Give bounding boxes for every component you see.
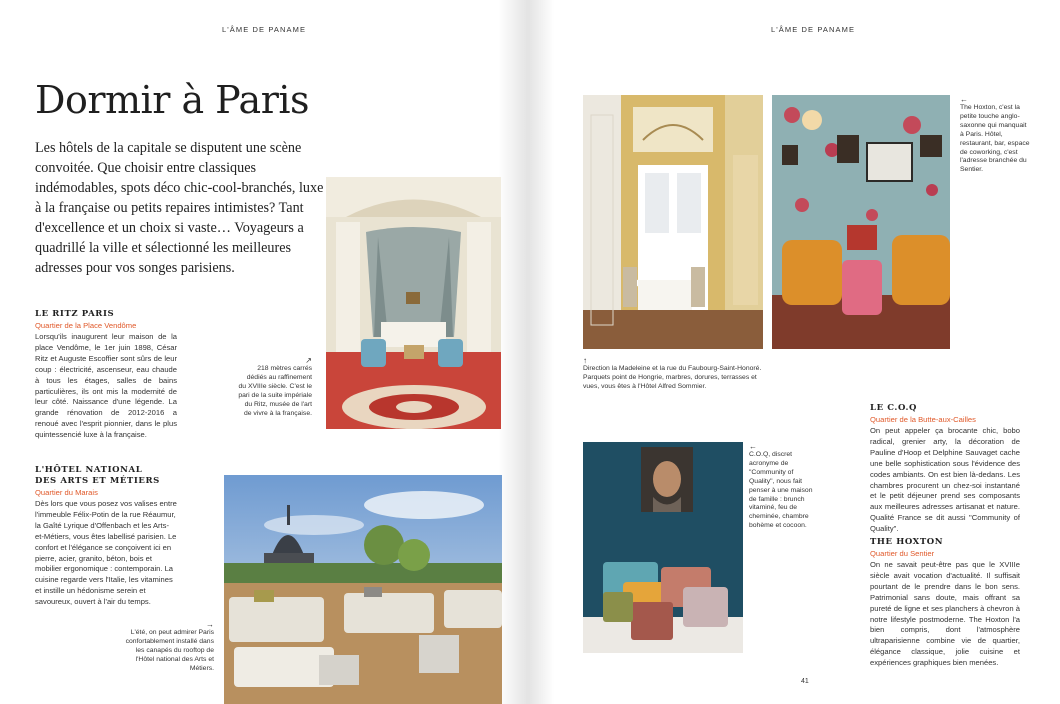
right-page xyxy=(530,0,1060,704)
page-title: Dormir à Paris xyxy=(35,78,310,122)
intro-paragraph: Les hôtels de la capitale se disputent une scène convoitée. Que choisir entre classiques indémodables, spots déco chic-cool-branchés, luxe à la française ou petits repaires intimistes? Tant d'excellence et un choix si vaste… Voyageurs a quadrillé la ville et sélectionné les meilleures adresses pour vos songes parisiens. xyxy=(35,140,324,276)
hotel-national-article xyxy=(35,465,177,608)
page-number: 41 xyxy=(801,678,809,685)
caption-rooftop: → L'été, on peut admirer Paris confortablement installé dans les canapés du rooftop de l'Hôtel national des Arts et Métiers. xyxy=(118,620,214,674)
photo-hoxton xyxy=(772,95,950,349)
arrow-ne-icon: ↗ xyxy=(305,356,312,365)
body-coq: On peut appeler ça brocante chic, bobo radical, grenier arty, la décoration de Pauline d'Hoop et Delphine Sauvaget cache une belle sophistication sous l'évidence des codes ambiants. On est bien là-dedans. Les chambres procurent un chez-soi instantané et le petit déjeuner prend ses composants aux meilleures adresses artisanat et nature. Qualité France se dit aussi "Community of Quality". xyxy=(870,426,1020,534)
photo-coq xyxy=(583,442,743,653)
caption-coq: ← C.O.Q, discret acronyme de "Community of Quality", nous fait penser à une maison de famille : brunch vitaminé, feu de cheminée, chambre bohème et cocoon. xyxy=(749,442,813,530)
gutter-shadow xyxy=(530,0,554,704)
hotel-name-hoxton: THE HOXTON xyxy=(870,537,944,547)
quartier-coq: Quartier de la Butte-aux-Cailles xyxy=(870,415,976,424)
left-page xyxy=(0,0,526,704)
arrow-left-icon: ← xyxy=(749,442,757,451)
quartier-national: Quartier du Marais xyxy=(35,488,98,497)
caption-hoxton: ← The Hoxton, c'est la petite touche anglo-saxonne qui manquait à Paris. Hôtel, restaurant, bar, espace de coworking, c'est l'adresse branchée du Sentier. xyxy=(960,95,1030,174)
photo-alfred-sommier xyxy=(583,95,763,349)
running-head-left: L'ÂME DE PANAME xyxy=(222,25,307,34)
photo-ritz-suite xyxy=(326,177,501,429)
hotel-name-national-1: L'HÔTEL NATIONAL xyxy=(35,465,143,475)
body-ritz: Lorsqu'ils inaugurent leur maison de la place Vendôme, le 1er juin 1898, César Ritz et Auguste Escoffier sont sûrs de leur coup : électricité, ascenseur, eau chaude à tous les étages, salles de bains particulières, ils ont mis la modernité de leur côté. Naissance d'une légende. La grande rénovation de 2012-2016 a renoué avec l'esprit pionnier, dans le plus quintessencié luxe à la française. xyxy=(35,332,177,440)
hotel-name-national-2: DES ARTS ET MÉTIERS xyxy=(35,476,160,486)
hotel-name-ritz: LE RITZ PARIS xyxy=(35,309,115,319)
arrow-right-icon: → xyxy=(206,620,214,629)
photo-rooftop xyxy=(224,475,502,704)
gutter-shadow xyxy=(498,0,526,704)
body-national: Dès lors que vous posez vos valises entre l'immeuble Félix-Potin de la rue Réaumur, la Gaîté Lyrique d'Offenbach et les Arts-et-Métiers, vous êtes labellisé parisien. Le confort et l'élégance se conçoivent ici en pierre, acier, granito, béton, bois et mobilier ergonomique : contemporain. La cuisine regarde vers l'Italie, les vitamines et instille un hédonisme serein et savoureux, ouvert à l'air du temps. xyxy=(35,499,177,607)
coq-article xyxy=(870,403,1020,535)
caption-ritz-suite: ↗ 218 mètres carrés dédiés au raffinement du XVIIIe siècle. C'est le pari de la suite impériale du Ritz, musée de l'art de vivre à la française. xyxy=(238,356,312,417)
quartier-ritz: Quartier de la Place Vendôme xyxy=(35,321,137,330)
body-hoxton: On ne savait peut-être pas que le XVIIIe siècle avait vocation d'actualité. Il suffisait pourtant de le prendre dans le bon sens. Patrimonial sans doute, mais offrant sa pureté de ligne et ses planchers à chevron à notre lifestyle postmoderne. The Hoxton l'a bien compris, dont l'atmosphère ultraparisienne combine vie de quartier, élégance classique, jolie cuisine et expériences graphiques bien menées. xyxy=(870,560,1020,668)
quartier-hoxton: Quartier du Sentier xyxy=(870,549,935,558)
hoxton-article xyxy=(870,537,1020,669)
ritz-article xyxy=(35,309,177,441)
hotel-name-coq: LE C.O.Q xyxy=(870,403,918,413)
running-head-right: L'ÂME DE PANAME xyxy=(771,25,856,34)
arrow-left-icon: ← xyxy=(960,95,968,104)
arrow-up-icon: ↑ xyxy=(583,356,587,365)
caption-madeleine: ↑ Direction la Madeleine et la rue du Faubourg-Saint-Honoré. Parquets point de Hongrie, marbres, dorures, terrasses et vues, vous êtes à l'Hôtel Alfred Sommier. xyxy=(583,356,762,390)
